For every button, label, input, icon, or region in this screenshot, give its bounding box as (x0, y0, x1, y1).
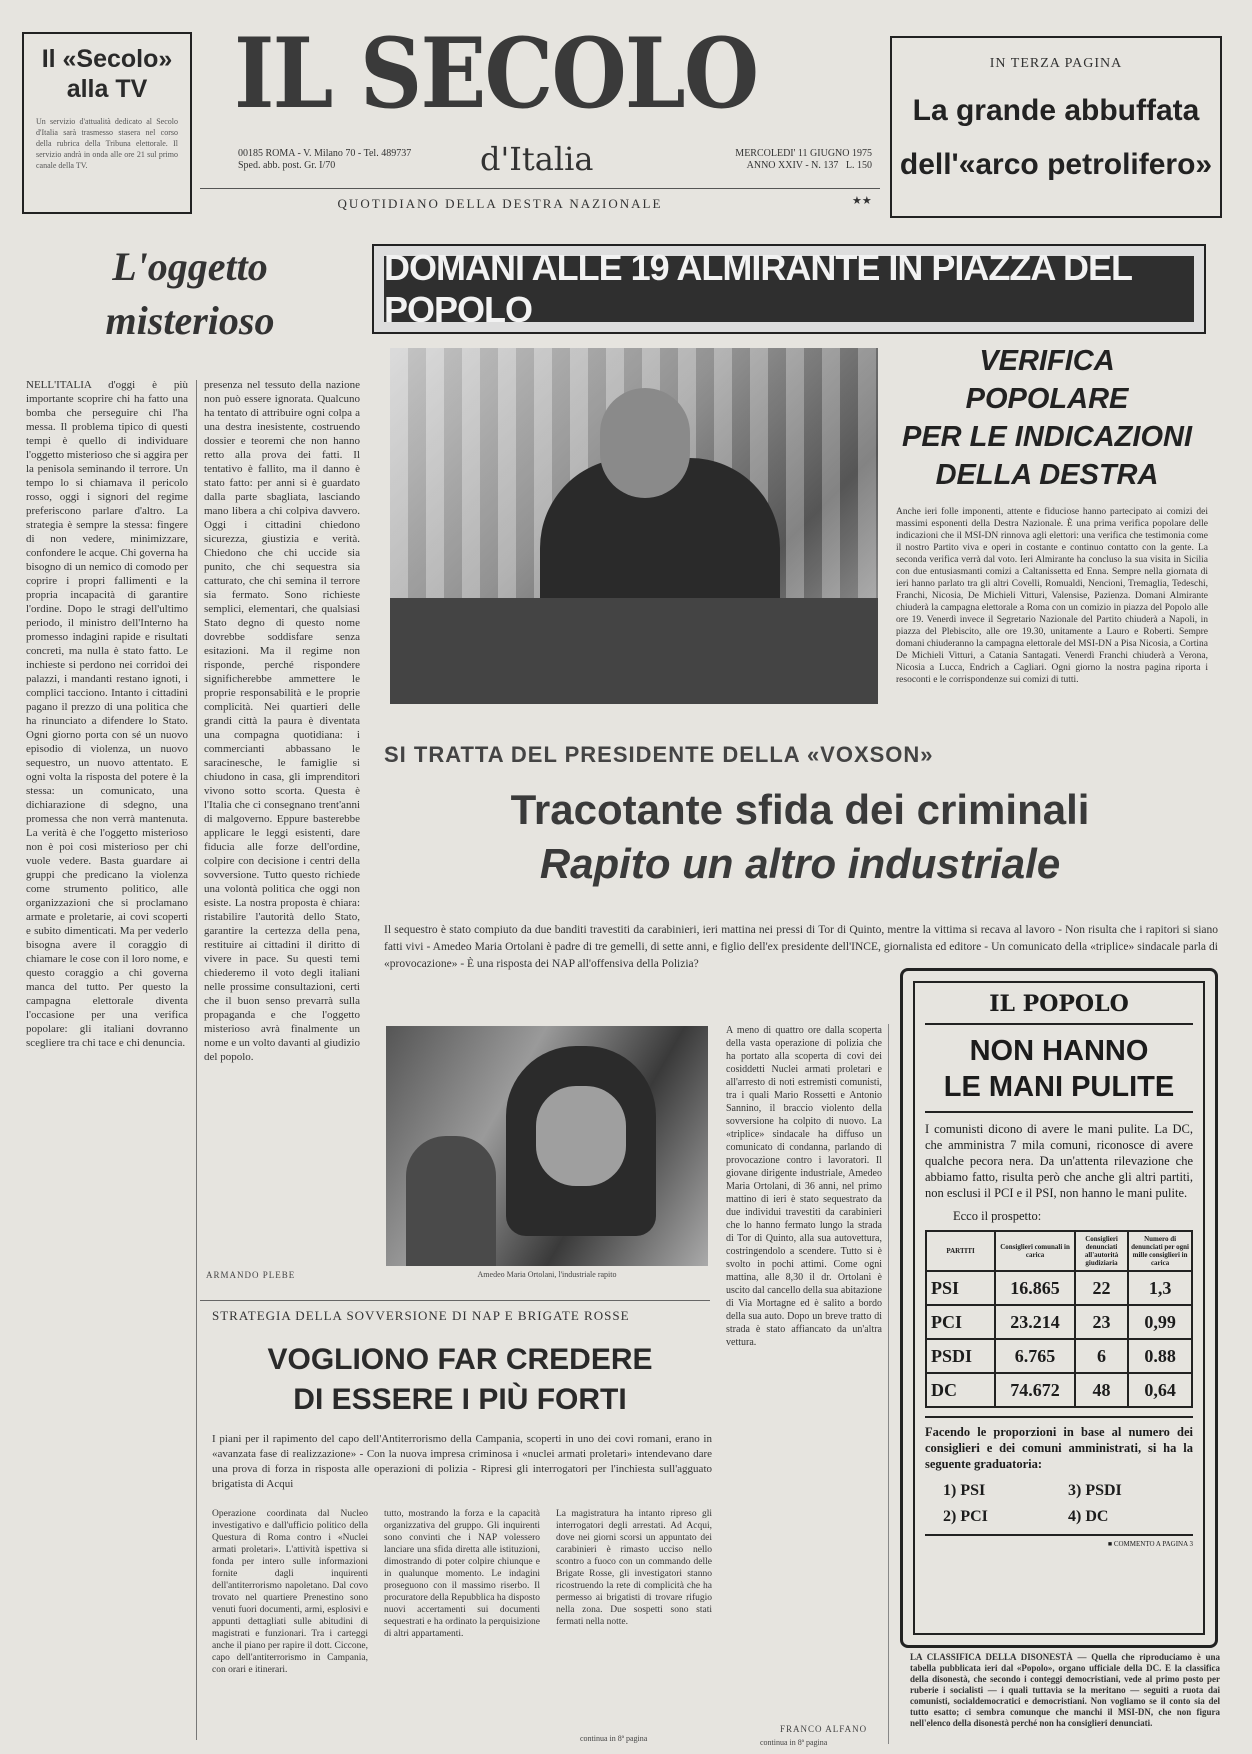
party-cell: PSI (926, 1271, 995, 1305)
tv-box (22, 32, 192, 214)
price: L. 150 (845, 160, 872, 171)
popolo-text: I comunisti dicono di avere le mani pulite. La DC, che amministra 7 mila comuni, riconosce di avere qualche pecora nera. Da un'attenta rilevazione che abbiamo fatto, risulta però che anche gli altri partiti, non esclusi il PCI e il PSI, non hanno le mani pulite. (925, 1122, 1193, 1200)
table-row (926, 1339, 1192, 1373)
reported-cell: 6 (1075, 1339, 1128, 1373)
terza-label: IN TERZA PAGINA (989, 56, 1123, 71)
councillors-cell: 23.214 (995, 1305, 1075, 1339)
popolo-table (925, 1230, 1193, 1408)
rank-4: 4) DC (1068, 1508, 1109, 1525)
popolo-headline-1: NON HANNO (969, 1035, 1149, 1067)
vox-signature: FRANCO ALFANO (780, 1724, 868, 1734)
ortolani-photo (386, 1026, 708, 1266)
editorial-col-rule (196, 380, 197, 1740)
nap-kicker: STRATEGIA DELLA SOVVERSIONE DI NAP E BRIGATE ROSSE (212, 1308, 630, 1323)
address: 00185 ROMA - V. Milano 70 - Tel. 489737 (238, 148, 412, 159)
rank-3: 3) PSDI (1068, 1482, 1122, 1499)
almirante-headline (888, 342, 1206, 494)
party-cell: DC (926, 1373, 995, 1407)
popolo-headline (925, 1033, 1193, 1105)
ratio-cell: 0.88 (1128, 1339, 1192, 1373)
address-block (238, 148, 458, 172)
reported-cell: 23 (1075, 1305, 1128, 1339)
masthead-title-area (234, 17, 874, 136)
almirante-banner-frame (372, 244, 1206, 334)
vox-lead: Il sequestro è stato compiuto da due banditi travestiti da carabinieri, ieri mattina nei pressi di Tor di Quinto, mentre la vittima si recava al lavoro - Non risulta che i rapitori si siano fatti vivi - Amedeo Maria Ortolani è padre di tre gemelli, di sette anni, e figlio dell'ex presidente dell'INCE, giornalista ed editore - Un comunicato della «triplice» sindacale parla di «provocazione» - È una risposta dei NAP all'offensiva della Polizia? (384, 924, 1218, 970)
almirante-headline-4: DELLA DESTRA (935, 459, 1159, 491)
table-row (926, 1373, 1192, 1407)
almirante-headline-1: VERIFICA (979, 345, 1115, 377)
editorial-col-2: presenza nel tessuto della nazione non può essere ignorata. Qualcuno ha tentato di attribuire ogni colpa a una destra inesistente, costruendo dossier e teoremi che non hanno retto alla prova dei fatti. Il tentativo è fallito, ma il danno è stato fatto: per anni si è guardato dalla parte sbagliata, lasciando mano libera a chi colpiva davvero. Oggi i cittadini chiedono sicurezza, giustizia e verità. Chiedono che chi uccide sia punito, che chi sequestra sia catturato, che chi semina il terrore sia fermato. Sono richieste semplici, elementari, che qualsiasi Stato degno di questo nome dovrebbe soddisfare senza esitazioni. Ma il regime non risponde, perché rispondere significherebbe ammettere le proprie responsabilità e le proprie complicità. Nei quartieri delle grandi città la paura è diventata una compagna quotidiana: i commercianti abbassano le saracinesche, le famiglie si chiudono in casa, gli imprenditori vivono sotto scorta. Questa è l'Italia che ci consegnano trent'anni di malgoverno. Eppure basterebbe applicare le leggi esistenti, dare fiducia alle forze dell'ordine, colpire con decisione i centri della sovversione. Tutto questo richiede una volontà politica che oggi non esiste. La nostra proposta è chiara: ristabilire l'autorità dello Stato, garantire la certezza della pena, restituire ai cittadini il diritto di vivere in pace. Su questi temi chiederemo il voto degli italiani nelle prossime consultazioni, certi che il buon senso prevarrà sulla propaganda e che l'oggetto misterioso avrà finalmente un nome e un volto davanti al giudizio del popolo. (204, 379, 360, 1063)
almirante-headline-2: POPOLARE (965, 383, 1129, 415)
nap-lead: I piani per il rapimento del capo dell'Antiterrorismo della Campania, scoperti in uno dei covi romani, erano in «avanzata fase di realizzazione» - Con la nuova impresa criminosa i «nuclei armati proletari» intendevano dare una prova di forza in risposta alle operazioni di polizia - Ripresi gli interrogatori per l'inchiesta sull'agguato brigatista di Acqui (212, 1433, 712, 1490)
nap-continua: continua in 8ª pagina (580, 1734, 648, 1743)
editorial-col-1: NELL'ITALIA d'oggi è più importante scoprire chi ha fatto una bomba che perseguire chi l'ha messa. Il problema tipico di questi tempi è quello di individuare l'oggetto misterioso che si aggira per la penisola seminando il terrore. Un tempo lo si chiamava il pericolo rosso, oggi i signori del regime preferiscono parlare d'altro. La strategia è sempre la stessa: fingere di non vedere, minimizzare, confondere le acque. Chi governa ha bisogno di un nemico di comodo per coprire i propri fallimenti e la propria incapacità di garantire l'ordine. Dopo le stragi dell'ultimo periodo, il ministro dell'Interno ha promesso indagini rapide e risultati concreti, ma nulla è stato fatto. Le inchieste si perdono nei corridoi dei palazzi, i mandanti restano ignoti, i complici tacciono. Intanto i cittadini pagano il prezzo di una politica che ha rinunciato a difendere lo Stato. Ogni giorno porta con sé un nuovo episodio di violenza, un nuovo sequestro, un nuovo attentato. E ogni volta la risposta del potere è la stessa: un comunicato, una dichiarazione di sdegno, una promessa che non verrà mantenuta. La verità è che l'oggetto misterioso non è poi così misterioso per chi vuole vedere. Basta guardare ai gruppi che predicano la violenza come strumento politico, alle organizzazioni che si proclamano armate e proletarie, ai covi scoperti e subito dimenticati. Ma per vederlo bisogna avere il coraggio di chiamare le cose con il loro nome, e questo coraggio a chi governa manca del tutto. Per questo la campagna elettorale diventa l'occasione per una verifica popolare: gli italiani dovranno scegliere tra chi tace e chi denuncia. (26, 379, 188, 1049)
tagline: QUOTIDIANO DELLA DESTRA NAZIONALE (337, 196, 663, 211)
popolo-commento: ■ COMMENTO A PAGINA 3 (1107, 1540, 1193, 1548)
terza-title-1: La grande abbuffata (912, 94, 1200, 127)
vox-spacer (736, 1580, 882, 1581)
newspaper-logo: IL SECOLO (234, 17, 758, 130)
vox-continua: continua in 8ª pagina (760, 1738, 828, 1747)
issue-date: MERCOLEDI' 11 GIUGNO 1975 (735, 148, 872, 159)
nap-rule (200, 1300, 710, 1301)
almirante-banner: DOMANI ALLE 19 ALMIRANTE IN PIAZZA DEL POPOLO (384, 256, 1194, 322)
reported-cell: 48 (1075, 1373, 1128, 1407)
popolo-box (900, 968, 1218, 1648)
newspaper-subtitle: d'Italia (480, 140, 594, 178)
councillors-cell: 6.765 (995, 1339, 1075, 1373)
popolo-graduatoria-intro: Facendo le proporzioni in base al numero dei consiglieri e dei comuni amministrati, si ha la seguente graduatoria: (925, 1425, 1193, 1471)
stars: ★★ (852, 195, 872, 207)
nap-col-2: tutto, mostrando la forza e la capacità organizzativa del gruppo. Gli inquirenti sono convinti che i NAP volessero lanciare una sfida diretta alle istituzioni, dimostrando di poter colpire chiunque e in qualunque momento. Le indagini proseguono con il massimo riserbo. Il procuratore della Repubblica ha disposto nuovi accertamenti sui documenti sequestrati e ha ordinato la perquisizione di altri appartamenti. (384, 1509, 540, 1639)
editorial-title-line-2: misterioso (105, 298, 275, 343)
tv-box-title: Il «Secolo» alla TV (41, 45, 173, 103)
rank-1: 1) PSI (943, 1482, 986, 1499)
nap-col-1: Operazione coordinata dal Nucleo investigativo e dall'ufficio politico della Questura di Roma contro i «Nuclei armati proletari». L'attività ispettiva si fonda per intero sulle informazioni fornite dagli inquirenti dell'antiterrorismo napoletano. Dal covo trovato nel quartiere Prenestino sono venuti fuori documenti, armi, esplosivi e appunti dettagliati sulle abitudini di magistrati e funzionari. Tra i carteggi anche il piano per rapire il dott. Ciccone, capo dell'antiterrorismo in Campania, con orari e itinerari. (212, 1509, 368, 1675)
issue-number: ANNO XXIV - N. 137 (746, 160, 839, 171)
rank-2: 2) PCI (943, 1508, 988, 1525)
vox-col-rule (888, 1024, 889, 1744)
ratio-cell: 1,3 (1128, 1271, 1192, 1305)
almirante-photo (390, 348, 878, 704)
nap-headline (200, 1340, 720, 1420)
table-row (926, 1305, 1192, 1339)
party-cell: PSDI (926, 1339, 995, 1373)
postal-info: Sped. abb. post. Gr. I/70 (238, 160, 336, 171)
nap-headline-2: DI ESSERE I PIÙ FORTI (293, 1383, 627, 1416)
terza-title-2: dell'«arco petrolifero» (899, 148, 1213, 181)
editorial-signature: ARMANDO PLEBE (206, 1270, 296, 1280)
nap-headline-1: VOGLIONO FAR CREDERE (267, 1343, 653, 1376)
reported-cell: 22 (1075, 1271, 1128, 1305)
th-partiti: PARTITI (926, 1231, 995, 1271)
councillors-cell: 16.865 (995, 1271, 1075, 1305)
vox-headline-1: Tracotante sfida dei criminali (510, 786, 1090, 833)
vox-col-1: A meno di quattro ore dalla scoperta della vasta operazione di polizia che ha portato alla scoperta di covi dei cosiddetti Nuclei armati proletari e all'arresto di noti estremisti comunisti, tra i quali Mario Rossetti e Antonio Sannino, il braccio violento della sovversione ha colpito di nuovo. La «triplice» sindacale ha diffuso un comunicato di condanna, parlando di provocazione contro i lavoratori. Il giovane dirigente industriale, Amedeo Maria Ortolani, di 36 anni, nel primo mattino di ieri è stato sequestrato da due individui travestiti da carabinieri che lo hanno fermato lungo la strada di Tor di Quinto, alla sua autovettura, costringendolo a scendere. Tutto si è svolto in pochi attimi. Come ogni mattina, alle 8,30 il dr. Ortolani è uscito dal cancello della sua abitazione di Via Mortagne ed è salito a bordo della sua auto. Dopo un breve tratto di strada è stato affiancato da un'altra vettura. (726, 1025, 882, 1348)
nap-col-3: La magistratura ha intanto ripreso gli interrogatori degli arrestati. Ad Acqui, dove nei giorni scorsi un appuntato dei carabinieri è rimasto ucciso nello scontro a fuoco con un commando delle Brigate Rosse, gli investigatori stanno ricostruendo la rete di complicità che ha permesso ai brigatisti di trovare rifugio nella zona. Due sospetti sono stati fermati nella notte. (556, 1509, 712, 1627)
editorial-title-line-1: L'oggetto (112, 244, 268, 289)
party-cell: PCI (926, 1305, 995, 1339)
popolo-ranking (943, 1482, 1193, 1526)
popolo-footer-caption: LA CLASSIFICA DELLA DISONESTÀ — Quella che riproduciamo è una tabella pubblicata ieri dal «Popolo», organo ufficiale della DC. E la classifica della disonestà, che secondo i conteggi democristiani, vede al primo posto per ruberie i socialisti — i quali tuttavia se la meritano — seguiti a ruota dai comunisti, socialdemocratici e democristiani. Non vogliamo se il conto sia del tutto esatto; ci sembra comunque che manchi il MSI-DN, che non figura nell'elenco della disonestà perché non ha consiglieri denunciati. (910, 1652, 1220, 1728)
editorial-title (20, 240, 360, 348)
ratio-cell: 0,64 (1128, 1373, 1192, 1407)
almirante-headline-3: PER LE INDICAZIONI (901, 421, 1192, 453)
vox-kicker-text: SI TRATTA DEL PRESIDENTE DELLA «VOXSON» (384, 742, 934, 767)
date-block (672, 148, 872, 172)
vox-headline-2: Rapito un altro industriale (539, 840, 1061, 887)
masthead-rule (200, 188, 880, 189)
table-row (926, 1271, 1192, 1305)
terza-pagina-box (890, 36, 1222, 218)
popolo-table-header (926, 1231, 1192, 1271)
th-consiglieri: Consiglieri comunali in carica (995, 1231, 1075, 1271)
th-denunciati: Consiglieri denunciati all'autorità giudiziaria (1075, 1231, 1128, 1271)
tv-box-text: Un servizio d'attualità dedicato al Secolo d'Italia sarà trasmesso stasera nel corso della rubrica della Tribuna elettorale. Il servizio andrà in onda alle ore 21 sul primo canale della TV. (36, 117, 178, 170)
popolo-prospetto: Ecco il prospetto: (953, 1209, 1042, 1223)
almirante-text: Anche ieri folle imponenti, attente e fiduciose hanno partecipato ai comizi dei massimi esponenti della Destra Nazionale. È una prima verifica popolare delle indicazioni che il MSI-DN rinnova agli elettori: una verifica che testimonia come il nostro Partito viva e operi in costante e continuo contatto con la gente. La seconda verifica verrà dal voto. Ieri Almirante ha concluso la sua visita in Sicilia con due entusiasmanti comizi a Caltanissetta ed Enna. Sempre nella giornata di ieri hanno parlato tra gli altri Covelli, Romualdi, Nencioni, Tremaglia, Tedeschi, Franchi, Nicosia, De Michieli Vitturi, Valensise, Pazienza. Domani Almirante chiuderà la campagna elettorale a Roma con un comizio in piazza del Popolo alle ore 19. Venerdì invece il Segretario Nazionale del Partito chiuderà a Napoli, in piazza del Plebiscito, alle ore 19.30, unitamente a Lauro e Roberti. Sempre domani chiuderanno la campagna elettorale del MSI-DN a Pisa Nicosia, a Cortina De Michieli Vitturi, a Catania Santagati. Venerdì Franchi chiuderà a Verona, Nicosia a Lucca, Endrich a Cagliari. Ogni giorno la nostra pagina riporta i resoconti e le corrispondenze sui comizi di tutti. (896, 507, 1208, 685)
ortolani-caption: Amedeo Maria Ortolani, l'industriale rapito (477, 1270, 617, 1279)
ratio-cell: 0,99 (1128, 1305, 1192, 1339)
popolo-headline-2: LE MANI PULITE (943, 1071, 1175, 1103)
councillors-cell: 74.672 (995, 1373, 1075, 1407)
popolo-masthead: IL POPOLO (925, 991, 1193, 1025)
th-ratio: Numero di denunciati per ogni mille consiglieri in carica (1128, 1231, 1192, 1271)
